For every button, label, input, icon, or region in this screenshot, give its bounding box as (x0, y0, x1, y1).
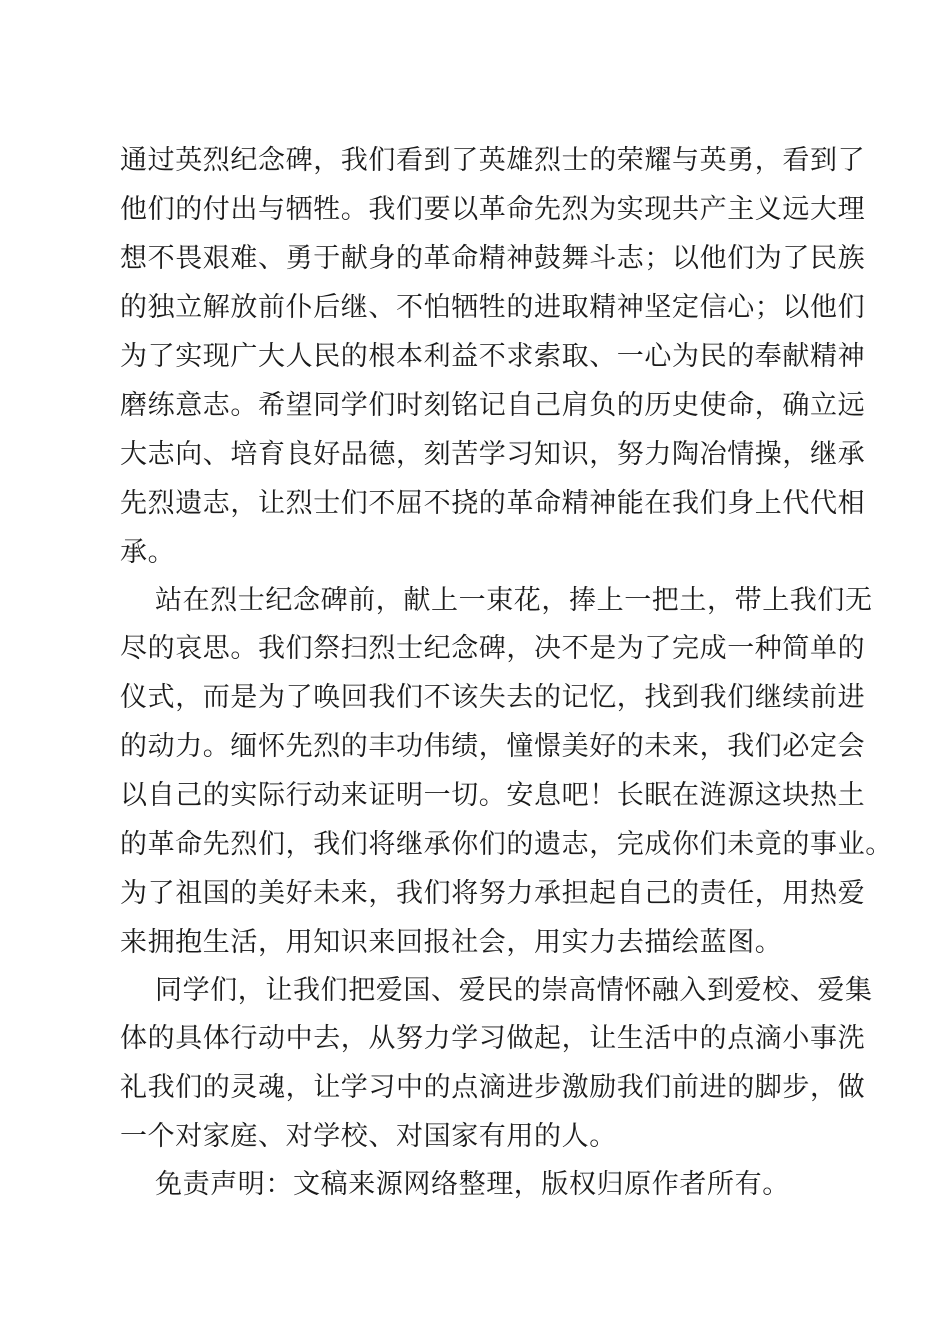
paragraph-2-line-7: 为了祖国的美好未来，我们将努力承担起自己的责任，用热爱 (120, 878, 866, 909)
paragraph-2-line-5: 以自己的实际行动来证明一切。安息吧！长眠在涟源这块热土 (120, 780, 866, 811)
paragraph-2-line-1: 站在烈士纪念碑前，献上一束花，捧上一把土，带上我们无 (155, 585, 873, 616)
paragraph-2-line-6: 的革命先烈们，我们将继承你们的遗志，完成你们未竟的事业。 (120, 829, 893, 860)
paragraph-1-line-1: 通过英烈纪念碑，我们看到了英雄烈士的荣耀与英勇，看到了 (120, 145, 866, 176)
paragraph-3-line-1: 同学们，让我们把爱国、爱民的崇高情怀融入到爱校、爱集 (155, 975, 873, 1006)
disclaimer-text: 免责声明：文稿来源网络整理，版权归原作者所有。 (155, 1169, 790, 1200)
paragraph-1-line-3: 想不畏艰难、勇于献身的革命精神鼓舞斗志；以他们为了民族 (120, 243, 866, 274)
paragraph-1-line-7: 大志向、培育良好品德，刻苦学习知识，努力陶冶情操，继承 (120, 439, 866, 470)
paragraph-2-line-2: 尽的哀思。我们祭扫烈士纪念碑，决不是为了完成一种简单的 (120, 633, 866, 664)
paragraph-2-line-3: 仪式，而是为了唤回我们不该失去的记忆，找到我们继续前进 (120, 682, 866, 713)
paragraph-1-line-5: 为了实现广大人民的根本利益不求索取、一心为民的奉献精神 (120, 341, 866, 372)
paragraph-1-line-4: 的独立解放前仆后继、不怕牺牲的进取精神坚定信心；以他们 (120, 292, 866, 323)
paragraph-1-line-8: 先烈遗志，让烈士们不屈不挠的革命精神能在我们身上代代相 (120, 488, 866, 519)
paragraph-1-line-9: 承。 (120, 537, 176, 568)
paragraph-3-line-4: 一个对家庭、对学校、对国家有用的人。 (120, 1121, 617, 1152)
paragraph-3-line-2: 体的具体行动中去，从努力学习做起，让生活中的点滴小事洗 (120, 1023, 866, 1054)
paragraph-3-line-3: 礼我们的灵魂，让学习中的点滴进步激励我们前进的脚步，做 (120, 1072, 866, 1103)
paragraph-1-line-6: 磨练意志。希望同学们时刻铭记自己肩负的历史使命，确立远 (120, 390, 866, 421)
paragraph-2-line-4: 的动力。缅怀先烈的丰功伟绩，憧憬美好的未来，我们必定会 (120, 731, 866, 762)
paragraph-1-line-2: 他们的付出与牺牲。我们要以革命先烈为实现共产主义远大理 (120, 194, 866, 225)
paragraph-2-line-8: 来拥抱生活，用知识来回报社会，用实力去描绘蓝图。 (120, 927, 783, 958)
